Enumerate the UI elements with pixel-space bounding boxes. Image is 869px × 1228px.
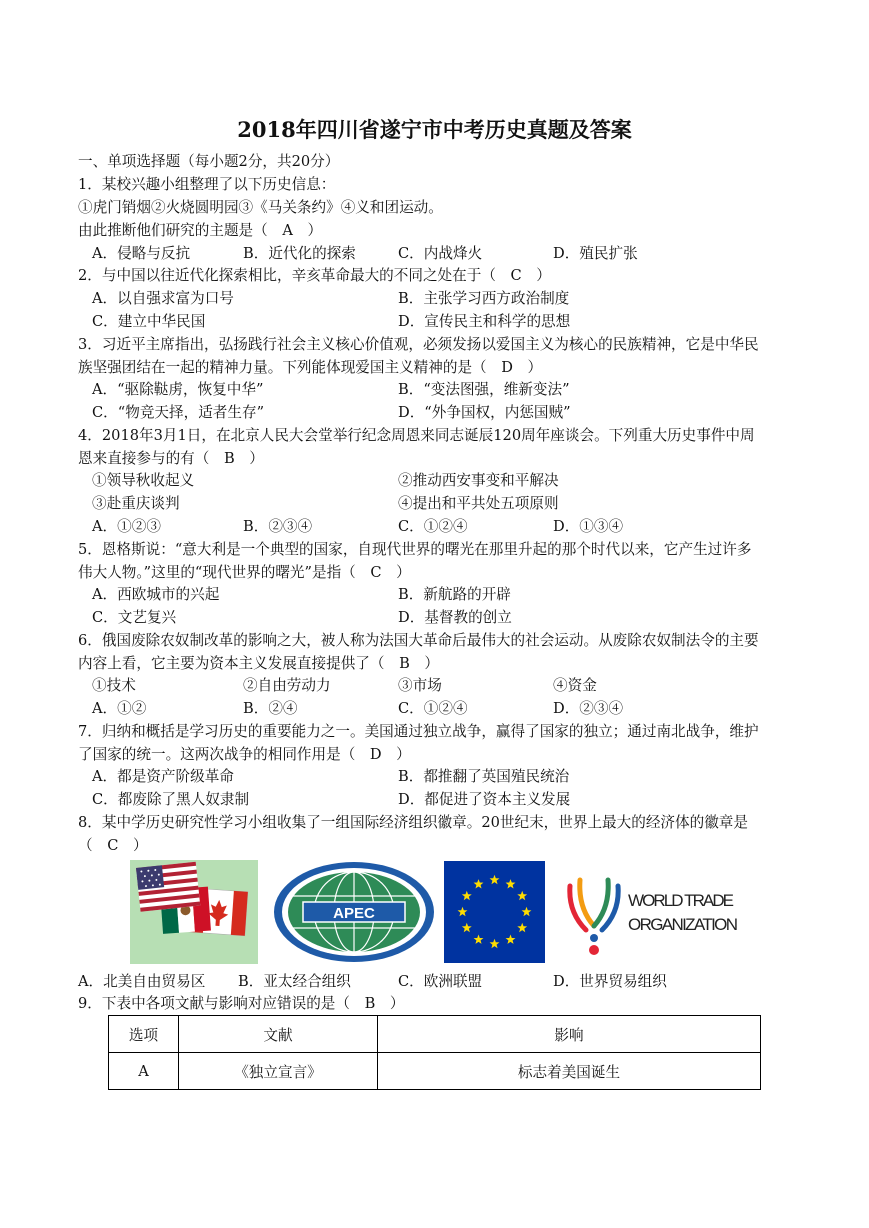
q3-stem-line1: 3．习近平主席指出，弘扬践行社会主义核心价值观，必须发扬以爱国主义为核心的民族精神，它是中华民 bbox=[78, 336, 759, 353]
table-cell: 标志着美国诞生 bbox=[378, 1053, 761, 1090]
nafta-flags-emblem bbox=[130, 860, 258, 964]
table-header-row bbox=[109, 1016, 761, 1053]
q6-stem-line1: 6．俄国废除农奴制改革的影响之大，被人称为法国大革命后最伟大的社会运动。从废除农奴制法令的主要 bbox=[78, 632, 759, 649]
q5-option-b: B．新航路的开辟 bbox=[398, 586, 511, 603]
q4-option-b: B．②③④ bbox=[243, 518, 313, 535]
apec-emblem bbox=[273, 861, 436, 963]
section-heading: 一、单项选择题（每小题2分，共20分） bbox=[78, 153, 340, 170]
q7-stem-line2: 了国家的统一。这两次战争的相同作用是（ D ） bbox=[78, 746, 411, 763]
q8-option-a: A．北美自由贸易区 bbox=[78, 973, 206, 990]
q4-item-3: ③赴重庆谈判 bbox=[92, 495, 180, 512]
q5-stem-line2: 伟大人物。”这里的“现代世界的曙光”是指（ C ） bbox=[78, 564, 411, 581]
q1-stem: 1．某校兴趣小组整理了以下历史信息： bbox=[78, 176, 336, 193]
q3-option-a: A．“驱除鞑虏，恢复中华” bbox=[92, 381, 264, 398]
q6-item-1: ①技术 bbox=[92, 677, 136, 694]
q3-option-c: C．“物竞天择，适者生存” bbox=[92, 404, 265, 421]
table-header-cell: 选项 bbox=[109, 1016, 179, 1053]
q4-item-4: ④提出和平共处五项原则 bbox=[398, 495, 559, 512]
q8-option-c: C．欧洲联盟 bbox=[398, 973, 483, 990]
q8-stem-line2: （ C ） bbox=[78, 837, 148, 854]
q6-option-a: A．①② bbox=[92, 700, 147, 717]
q2-option-d: D．宣传民主和科学的思想 bbox=[398, 313, 571, 330]
q4-stem-line1: 4．2018年3月1日，在北京人民大会堂举行纪念周恩来同志诞辰120周年座谈会。下列重大历史事件中周 bbox=[78, 427, 755, 444]
table-cell: 《独立宣言》 bbox=[179, 1053, 378, 1090]
q7-stem-line1: 7．归纳和概括是学习历史的重要能力之一。美国通过独立战争，赢得了国家的独立；通过南北战争，维护 bbox=[78, 723, 759, 740]
q9-stem: 9．下表中各项文献与影响对应错误的是（ B ） bbox=[78, 995, 405, 1012]
wto-line2: ORGANIZATION bbox=[628, 915, 738, 934]
q7-option-b: B．都推翻了英国殖民统治 bbox=[398, 768, 570, 785]
q4-option-d: D．①③④ bbox=[553, 518, 624, 535]
q2-option-c: C．建立中华民国 bbox=[92, 313, 206, 330]
q4-stem-line2: 恩来直接参与的有（ B ） bbox=[78, 450, 264, 467]
q7-option-c: C．都废除了黑人奴隶制 bbox=[92, 791, 250, 808]
q8-stem-line1: 8．某中学历史研究性学习小组收集了一组国际经济组织徽章。20世纪末，世界上最大的经济体的徽章是 bbox=[78, 814, 748, 831]
q9-table bbox=[108, 1015, 761, 1090]
q3-option-b: B．“变法图强，维新变法” bbox=[398, 381, 570, 398]
table-row bbox=[109, 1053, 761, 1090]
q1-option-c: C．内战烽火 bbox=[398, 245, 483, 262]
q7-option-d: D．都促进了资本主义发展 bbox=[398, 791, 571, 808]
q5-option-a: A．西欧城市的兴起 bbox=[92, 586, 220, 603]
q6-option-d: D．②③④ bbox=[553, 700, 624, 717]
q1-option-a: A．侵略与反抗 bbox=[92, 245, 191, 262]
q6-item-3: ③市场 bbox=[398, 677, 442, 694]
q4-item-1: ①领导秋收起义 bbox=[92, 472, 195, 489]
q2-option-b: B．主张学习西方政治制度 bbox=[398, 290, 570, 307]
q4-item-2: ②推动西安事变和平解决 bbox=[398, 472, 559, 489]
q5-option-d: D．基督教的创立 bbox=[398, 609, 512, 626]
table-header-cell: 影响 bbox=[378, 1016, 761, 1053]
q8-option-b: B．亚太经合组织 bbox=[238, 973, 351, 990]
eu-flag-emblem bbox=[444, 861, 545, 963]
q1-ask: 由此推断他们研究的主题是（ A ） bbox=[78, 222, 323, 239]
wto-line1: WORLD TRADE bbox=[628, 891, 734, 910]
q2-option-a: A．以自强求富为口号 bbox=[92, 290, 234, 307]
q6-option-c: C．①②④ bbox=[398, 700, 468, 717]
q6-option-b: B．②④ bbox=[243, 700, 298, 717]
page-title: 2018年四川省遂宁市中考历史真题及答案 bbox=[237, 117, 632, 142]
wto-emblem bbox=[558, 864, 743, 962]
table-cell: A bbox=[109, 1053, 179, 1090]
q1-option-d: D．殖民扩张 bbox=[553, 245, 638, 262]
q7-option-a: A．都是资产阶级革命 bbox=[92, 768, 234, 785]
q5-stem-line1: 5．恩格斯说：“意大利是一个典型的国家，自现代世界的曙光在那里升起的那个时代以来，它产生过许多 bbox=[78, 541, 752, 558]
q6-stem-line2: 内容上看，它主要为资本主义发展直接提供了（ B ） bbox=[78, 655, 439, 672]
q3-option-d: D．“外争国权，内惩国贼” bbox=[398, 404, 571, 421]
q2-stem: 2．与中国以往近代化探索相比，辛亥革命最大的不同之处在于（ C ） bbox=[78, 267, 551, 284]
q6-item-2: ②自由劳动力 bbox=[243, 677, 331, 694]
q1-option-b: B．近代化的探索 bbox=[243, 245, 356, 262]
q1-info: ①虎门销烟②火烧圆明园③《马关条约》④义和团运动。 bbox=[78, 199, 443, 216]
q4-option-a: A．①②③ bbox=[92, 518, 161, 535]
q4-option-c: C．①②④ bbox=[398, 518, 468, 535]
table-header-cell: 文献 bbox=[179, 1016, 378, 1053]
q6-item-4: ④资金 bbox=[553, 677, 597, 694]
q3-stem-line2: 族坚强团结在一起的精神力量。下列能体现爱国主义精神的是（ D ） bbox=[78, 359, 543, 376]
q8-option-d: D．世界贸易组织 bbox=[553, 973, 667, 990]
apec-label: APEC bbox=[333, 905, 375, 922]
q5-option-c: C．文艺复兴 bbox=[92, 609, 177, 626]
